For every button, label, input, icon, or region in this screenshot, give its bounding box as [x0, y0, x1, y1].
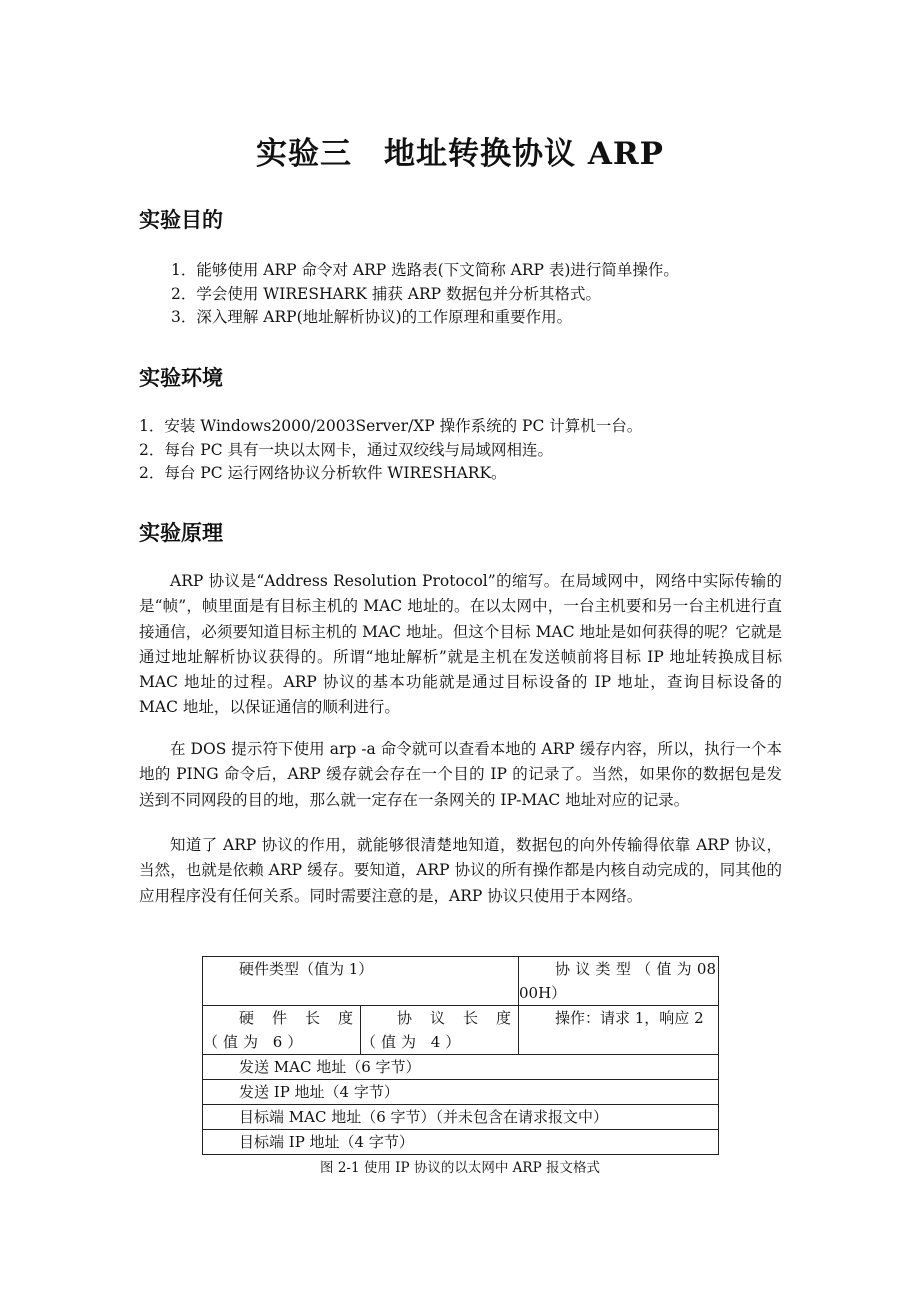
list-item: 3．深入理解 ARP(地址解析协议)的工作原理和重要作用。 [171, 308, 573, 326]
protocol-type-cell: 协 议 类 型 （ 值 为 0800H） [519, 957, 719, 1006]
table-row [203, 1130, 719, 1155]
list-item: 2．每台 PC 运行网络协议分析软件 WIRESHARK。 [139, 464, 507, 482]
target-mac-cell: 目标端 MAC 地址（6 字节）（并未包含在请求报文中） [203, 1105, 719, 1130]
table-row [203, 957, 719, 1006]
protocol-length-cell: 协议长度（值为 4） [361, 1006, 519, 1055]
hardware-type-cell: 硬件类型（值为 1） [203, 957, 519, 1006]
objectives-list [171, 259, 679, 330]
list-item: 1．能够使用 ARP 命令对 ARP 选路表(下文简称 ARP 表)进行简单操作。 [171, 261, 679, 279]
principle-paragraph-3: 知道了 ARP 协议的作用，就能够很清楚地知道，数据包的向外传输得依靠 ARP 协议，当然，也就是依赖 ARP 缓存。要知道，ARP 协议的所有操作都是内核自动完成的，同其他的应用程序没有任何关系。同时需要注意的是，ARP 协议只使用于本网络。 [139, 836, 782, 905]
arp-format-table [202, 956, 719, 1155]
environment-list [139, 415, 642, 486]
section-heading-environment: 实验环境 [139, 365, 223, 390]
document-title: 实验三 地址转换协议 ARP [256, 136, 664, 172]
hardware-length-cell: 硬件长度（值为 6） [203, 1006, 361, 1055]
principle-paragraph-2: 在 DOS 提示符下使用 arp -a 命令就可以查看本地的 ARP 缓存内容，所以，执行一个本地的 PING 命令后，ARP 缓存就会存在一个目的 IP 的记录了。当然，如果你的数据包是发送到不同网段的目的地，那么就一定存在一条网关的 IP-MAC 地址对应的记录。 [139, 740, 782, 809]
table-row [203, 1080, 719, 1105]
table-row [203, 1006, 719, 1055]
sender-mac-cell: 发送 MAC 地址（6 字节） [203, 1055, 719, 1080]
list-item: 2．每台 PC 具有一块以太网卡，通过双绞线与局域网相连。 [139, 440, 554, 459]
target-ip-cell: 目标端 IP 地址（4 字节） [203, 1130, 719, 1155]
operation-cell: 操作：请求 1，响应 2 [519, 1006, 719, 1055]
section-heading-objectives: 实验目的 [139, 207, 223, 232]
section-heading-principle: 实验原理 [139, 520, 223, 545]
sender-ip-cell: 发送 IP 地址（4 字节） [203, 1080, 719, 1105]
list-item: 2．学会使用 WIRESHARK 捕获 ARP 数据包并分析其格式。 [171, 284, 601, 303]
table-row [203, 1105, 719, 1130]
list-item: 1．安装 Windows2000/2003Server/XP 操作系统的 PC 计算机一台。 [139, 417, 643, 435]
table-row [203, 1055, 719, 1080]
principle-paragraph-1: ARP 协议是“Address Resolution Protocol”的缩写。在局域网中，网络中实际传输的是“帧”，帧里面是有目标主机的 MAC 地址的。在以太网中，一台主机要和另一台主机进行直接通信，必须要知道目标主机的 MAC 地址。但这个目标 MAC 地址是如何获得的呢？它就是通过地址解析协议获得的。所谓“地址解析”就是主机在发送帧前将目标 IP 地址转换成目标 MAC 地址的过程。ARP 协议的基本功能就是通过目标设备的 IP 地址，查询目标设备的 MAC 地址，以保证通信的顺利进行。 [139, 572, 782, 717]
table-caption: 图 2-1 使用 IP 协议的以太网中 ARP 报文格式 [320, 1160, 600, 1176]
